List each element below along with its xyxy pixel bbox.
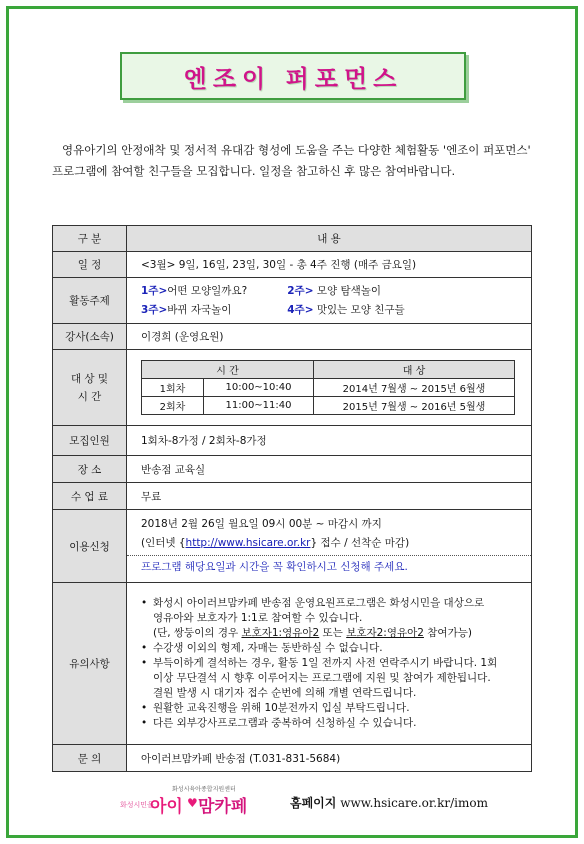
page-title: 엔조이 퍼포먼스: [183, 64, 403, 93]
note-underline: 보호자2:영유아2: [346, 627, 424, 639]
session-target: 2015년 7월생 ~ 2016년 5월생: [314, 397, 515, 415]
target-label: 대 상 및 시 간: [53, 350, 127, 426]
row-topics: [53, 278, 532, 324]
session-target-header: 대 상: [314, 361, 515, 379]
logo-main-a: 아이: [150, 797, 183, 817]
info-table: [52, 225, 532, 772]
topics-label: 활동주제: [53, 278, 127, 324]
homepage-url-link[interactable]: www.hsicare.or.kr/imom: [340, 796, 488, 810]
heart-icon: ♥: [187, 796, 198, 810]
note-text: (단, 쌍둥이의 경우: [153, 627, 242, 639]
title-banner: [120, 52, 466, 100]
note-underline: 보호자1:영유아2: [241, 627, 320, 639]
row-recruit: [53, 426, 532, 456]
list-item: • 다른 외부강사프로그램과 중복하여 신청하실 수 있습니다.: [139, 716, 519, 731]
session-time-header: 시 간: [142, 361, 314, 379]
header-content: 내 용: [127, 226, 532, 252]
topics-value: [127, 278, 532, 324]
session-number: 2회차: [142, 397, 204, 415]
fee-value: 무료: [127, 483, 532, 510]
session-time: 10:00~10:40: [204, 379, 314, 397]
note-text: 화성시 아이러브맘카페 반송점 운영요원프로그램은 화성시민을 대상으로: [153, 597, 485, 609]
session-number: 1회차: [142, 379, 204, 397]
logo-main-b: 맘카페: [198, 797, 248, 817]
apply-method-suffix: } 접수 / 선착순 마감): [310, 537, 410, 549]
apply-notice: 프로그램 해당요일과 시간을 꼭 확인하시고 신청해 주세요.: [127, 555, 531, 577]
week3-tag: 3주>: [141, 303, 168, 316]
list-item: [139, 596, 519, 641]
week2-topic: 모양 탐색놀이: [313, 284, 382, 297]
logo-left-text: 화성시민을: [120, 801, 154, 809]
session-table: [141, 360, 515, 415]
row-notes: [53, 583, 532, 745]
week1-tag: 1주>: [141, 284, 168, 297]
notes-label: 유의사항: [53, 583, 127, 745]
place-label: 장 소: [53, 456, 127, 483]
instructor-value: 이경희 (운영요원): [127, 324, 532, 350]
list-item: [139, 656, 519, 701]
list-item: • 원활한 교육진행을 위해 10분전까지 입실 부탁드립니다.: [139, 701, 519, 716]
note-text: 영유아와 보호자가 1:1로 참여할 수 있습니다.: [153, 612, 363, 624]
homepage-label: 홈페이지: [290, 796, 337, 810]
note-text: 이상 무단결석 시 향후 이루어지는 프로그램에 지원 및 참여가 제한됩니다.: [153, 672, 491, 684]
row-schedule: [53, 252, 532, 278]
session-row: [142, 397, 515, 415]
week1-topic: 어떤 모양일까요?: [167, 284, 248, 297]
row-fee: [53, 483, 532, 510]
week2-tag: 2주>: [287, 284, 314, 297]
target-value: [127, 350, 532, 426]
week3-topic: 바뀌 자국놀이: [167, 303, 232, 316]
apply-url-link[interactable]: http://www.hsicare.or.kr: [185, 537, 311, 549]
table-header-row: [53, 226, 532, 252]
apply-value: [127, 510, 532, 583]
session-time: 11:00~11:40: [204, 397, 314, 415]
recruit-value: 1회차-8가정 / 2회차-8가정: [127, 426, 532, 456]
logo-subtitle: 화성시육아종합지원센터: [172, 786, 236, 793]
apply-method: [141, 534, 517, 553]
row-apply: [53, 510, 532, 583]
header-category: 구 분: [53, 226, 127, 252]
recruit-label: 모집인원: [53, 426, 127, 456]
row-target: [53, 350, 532, 426]
place-value: 반송점 교육실: [127, 456, 532, 483]
instructor-label: 강사(소속): [53, 324, 127, 350]
note-text: 또는: [319, 627, 347, 639]
notes-value: [127, 583, 532, 745]
session-row: [142, 379, 515, 397]
contact-value: 아이러브맘카페 반송점 (T.031-831-5684): [127, 745, 532, 772]
row-instructor: [53, 324, 532, 350]
schedule-label: 일 정: [53, 252, 127, 278]
note-text: 부득이하게 결석하는 경우, 활동 1일 전까지 사전 연락주시기 바랍니다. 1회: [153, 657, 498, 669]
note-text: 결원 발생 시 대기자 접수 순번에 의해 개별 연락드립니다.: [153, 687, 417, 699]
imom-cafe-logo: [120, 786, 260, 818]
fee-label: 수 업 료: [53, 483, 127, 510]
homepage-line: [290, 794, 488, 811]
row-contact: [53, 745, 532, 772]
week4-tag: 4주>: [287, 303, 314, 316]
note-text: 참여가능): [423, 627, 472, 639]
session-target: 2014년 7월생 ~ 2015년 6월생: [314, 379, 515, 397]
apply-period: 2018년 2월 26일 월요일 09시 00분 ~ 마감시 까지: [141, 518, 382, 530]
contact-label: 문 의: [53, 745, 127, 772]
apply-label: 이용신청: [53, 510, 127, 583]
schedule-value: <3월> 9일, 16일, 23일, 30일 - 총 4주 진행 (매주 금요일): [127, 252, 532, 278]
session-header-row: [142, 361, 515, 379]
row-place: [53, 456, 532, 483]
list-item: • 수강생 이외의 형제, 자매는 동반하실 수 없습니다.: [139, 641, 519, 656]
intro-paragraph: 영유아기의 안정애착 및 정서적 유대감 형성에 도움을 주는 다양한 체험활동 '엔조이 퍼포먼스' 프로그램에 참여할 친구들을 모집합니다. 일정을 참고하신 후 많은 참여바랍니다.: [52, 143, 531, 178]
apply-method-prefix: (인터넷 {: [141, 537, 186, 549]
notes-list: [139, 596, 519, 731]
week4-topic: 맛있는 모양 친구들: [313, 303, 405, 316]
